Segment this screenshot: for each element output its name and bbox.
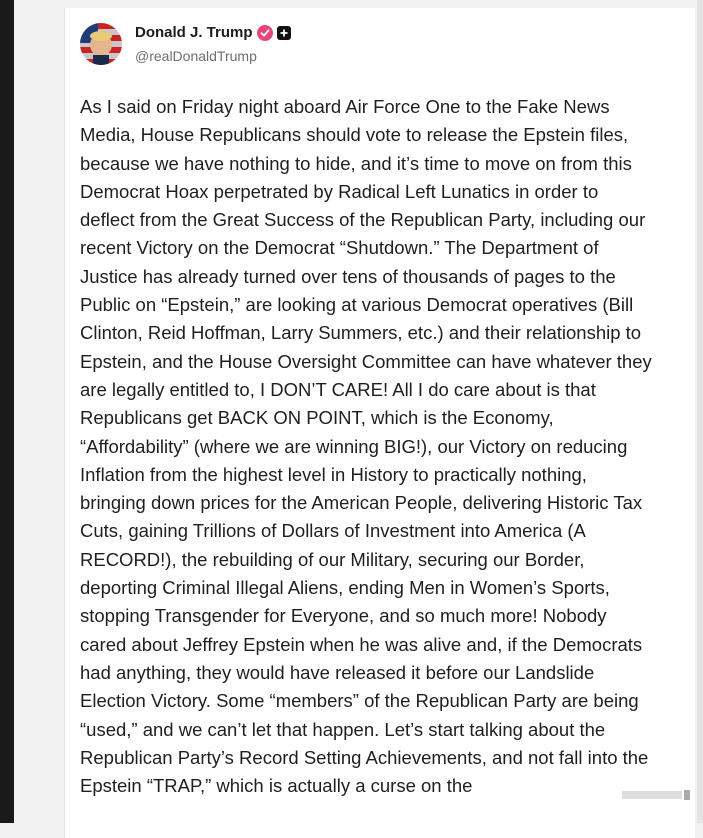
background-right-strip [697, 0, 703, 823]
post-body-text: As I said on Friday night aboard Air Force One to the Fake News Media, House Republicans should vote to release the Epstein files, because we have nothing to hide, and it’s time to move on from this Democrat Hoax perpetrated by Radical Left Lunatics in order to deflect from the Great Success of the Republican Party, including our recent Victory on the Democrat “Shutdown.” The Department of Justice has already turned over tens of thousands of pages to the Public on “Epstein,” are looking at various Democrat operatives (Bill Clinton, Reid Hoffman, Larry Summers, etc.) and their relationship to Epstein, and the House Oversight Committee can have whatever they are legally entitled to, I DON’T CARE! All I do care about is that Republicans get BACK ON POINT, which is the Economy, “Affordability” (where we are winning BIG!), our Victory on reducing Inflation from the highest level in History to practically nothing, bringing down prices for the American People, delivering Historic Tax Cuts, gaining Trillions of Dollars of Investment into America (A RECORD!), the rebuilding of our Military, securing our Border, deporting Criminal Illegal Aliens, ending Men in Women’s Sports, stopping Transgender for Everyone, and so much more! Nobody cared about Jeffrey Epstein when he was alive and, if the Democrats had anything, they would have released it before our Landslide Election Victory. Some “members” of the Republican Party are being “used,” and we can’t let that happen. Let’s start talking about the Republican Party’s Record Setting Achievements, and not fall into the Epstein “TRAP,” which is actually a curse on the [80, 96, 652, 797]
plus-square-icon [277, 26, 291, 40]
background-left-strip [0, 0, 14, 823]
verified-badge-icon [257, 25, 273, 41]
author-name[interactable]: Donald J. Trump [135, 24, 253, 41]
avatar[interactable] [80, 23, 122, 65]
watermark [622, 788, 690, 805]
author-handle[interactable]: @realDonaldTrump [135, 48, 257, 64]
post-card [64, 8, 695, 838]
author-row [135, 24, 291, 41]
